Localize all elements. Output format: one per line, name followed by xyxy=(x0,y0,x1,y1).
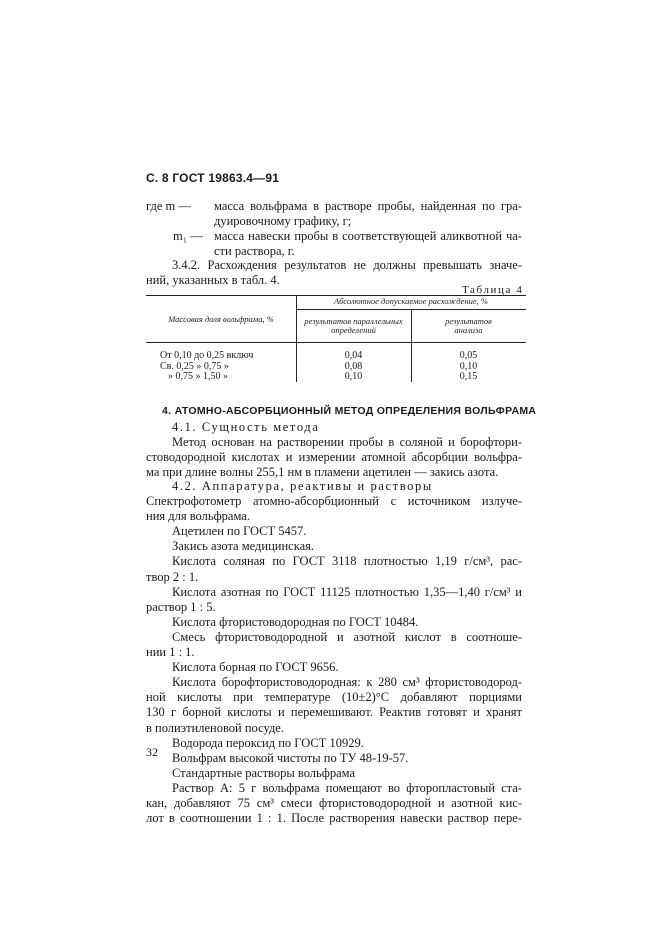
def-m-line1: масса вольфрама в растворе пробы, найденная по гра- xyxy=(214,199,522,213)
def-m1-line2: сти раствора, г. xyxy=(214,244,295,258)
def-m1-line1: масса навески пробы в соответствующей аликвотной ча- xyxy=(214,229,522,243)
table-header-rule xyxy=(146,342,526,343)
s42-line: Спектрофотометр атомно-абсорбционный с источником излуче- xyxy=(146,494,522,508)
s42-line: Кислота соляная по ГОСТ 3118 плотностью 1,19 г/см³, рас- xyxy=(172,554,522,569)
s42-line: кан, добавляют 75 см³ смеси фтористоводородной и азотной кис- xyxy=(146,796,522,810)
table-cell-parallel: 0,04 xyxy=(344,350,363,361)
table-cell-parallel: 0,08 xyxy=(344,361,363,372)
table-cell-range: Св. 0,25 » 0,75 » xyxy=(160,361,229,372)
table-sub2-header: результатов анализа xyxy=(445,316,492,335)
s42-line: Кислота азотная по ГОСТ 11125 плотностью 1,35—1,40 г/см³ и xyxy=(172,584,522,599)
s42-line: нии 1 : 1. xyxy=(146,645,195,659)
s42-line: Кислота борофтористоводородная: к 280 см³ фтористоводород- xyxy=(172,675,522,690)
s41-line1: Метод основан на растворении пробы в соляной и борофтори- xyxy=(172,435,522,449)
table-cell-range: » 0,75 » 1,50 » xyxy=(168,371,228,382)
s42-line: Водорода пероксид по ГОСТ 10929. xyxy=(172,735,364,750)
s42-line: Смесь фтористоводородной и азотной кислот в соотноше- xyxy=(172,629,522,644)
table-cell-analysis: 0,10 xyxy=(459,361,478,372)
table-cell-analysis: 0,05 xyxy=(459,350,478,361)
page-number: 32 xyxy=(146,745,158,759)
table-sub1-header: результатов параллельных определений xyxy=(304,316,403,335)
s42-line: 130 г борной кислоты и перемешивают. Реактив готовят и хранят xyxy=(146,705,522,720)
s41-line2: стоводородной кислотах и измерении атомной абсорбции вольфра- xyxy=(146,450,522,464)
s42-line: лот в соотношении 1 : 1. После растворения навески раствор пере- xyxy=(146,811,522,826)
table-cell-parallel: 0,10 xyxy=(344,371,363,382)
s42-line: в полиэтиленовой посуде. xyxy=(146,720,284,735)
section-title: 4. АТОМНО-АБСОРБЦИОННЫЙ МЕТОД ОПРЕДЕЛЕНИЯ ВОЛЬФРАМА xyxy=(162,405,537,417)
s42-line: Вольфрам высокой чистоты по ТУ 48-19-57. xyxy=(172,750,409,765)
para-342-line2: ний, указанных в табл. 4. xyxy=(146,273,280,287)
table-group-header: Абсолютное допускаемое расхождение, % xyxy=(334,296,488,306)
table-cell-range: От 0,10 до 0,25 включ xyxy=(160,350,254,361)
s42-line: раствор 1 : 5. xyxy=(146,599,216,614)
s42-line: ния для вольфрама. xyxy=(146,509,250,524)
s42-line: Ацетилен по ГОСТ 5457. xyxy=(172,524,307,539)
s41-line3: ма при длине волны 255,1 нм в пламени ацетилен — закись азота. xyxy=(146,465,499,479)
subsection-42-title: 4.2. Аппаратура, реактивы и растворы xyxy=(172,479,433,493)
s42-line: Кислота фтористоводородная по ГОСТ 10484. xyxy=(172,614,419,629)
para-342-line1: 3.4.2. Расхождения результатов не должны превышать значе- xyxy=(172,258,522,272)
s42-line: Стандартные растворы вольфрама xyxy=(172,765,356,780)
table-cell-analysis: 0,15 xyxy=(459,371,478,382)
s42-line: ной кислоты при температуре (10±2)°С добавляют порциями xyxy=(146,690,522,705)
subsection-41-title: 4.1. Сущность метода xyxy=(172,420,320,434)
table-caption: Таблица 4 xyxy=(462,284,524,296)
def-m-line2: дуировочному графику, г; xyxy=(214,214,352,228)
table-col1-header: Массовая доля вольфрама, % xyxy=(168,314,274,324)
s42-line: Кислота борная по ГОСТ 9656. xyxy=(172,660,339,675)
def-m1-symbol: m₁ — xyxy=(173,229,203,243)
page-header: С. 8 ГОСТ 19863.4—91 xyxy=(146,171,280,185)
s42-line: Закись азота медицинская. xyxy=(172,539,314,554)
def-m-symbol: где m — xyxy=(146,199,191,213)
s42-line: Раствор А: 5 г вольфрама помещают во фторопластовый ста- xyxy=(172,780,522,795)
s42-line: твор 2 : 1. xyxy=(146,569,199,584)
